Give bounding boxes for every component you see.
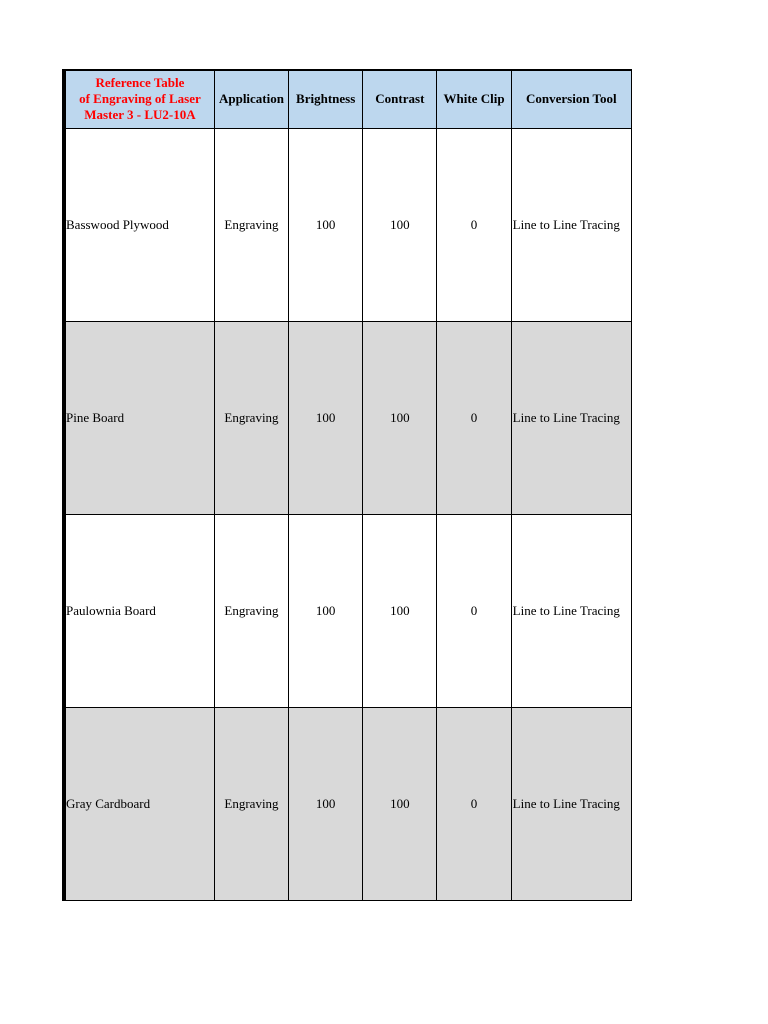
column-header-contrast: Contrast bbox=[363, 70, 437, 128]
table-row bbox=[64, 514, 632, 707]
brightness-cell: 100 bbox=[289, 321, 363, 514]
white-clip-cell: 0 bbox=[437, 321, 511, 514]
table-row bbox=[64, 321, 632, 514]
white-clip-cell: 0 bbox=[437, 514, 511, 707]
material-cell: Gray Cardboard bbox=[64, 707, 214, 900]
application-cell: Engraving bbox=[214, 707, 288, 900]
contrast-cell: 100 bbox=[363, 321, 437, 514]
table-row bbox=[64, 707, 632, 900]
table-title-cell bbox=[64, 70, 214, 128]
brightness-cell: 100 bbox=[289, 514, 363, 707]
material-cell: Pine Board bbox=[64, 321, 214, 514]
conversion-tool-cell: Line to Line Tracing bbox=[511, 321, 631, 514]
table-title-line-1: Reference Table bbox=[95, 75, 185, 91]
material-cell: Basswood Plywood bbox=[64, 128, 214, 321]
header-row bbox=[64, 70, 632, 128]
conversion-tool-cell: Line to Line Tracing bbox=[511, 514, 631, 707]
white-clip-cell: 0 bbox=[437, 707, 511, 900]
application-cell: Engraving bbox=[214, 321, 288, 514]
conversion-tool-cell: Line to Line Tracing bbox=[511, 707, 631, 900]
contrast-cell: 100 bbox=[363, 128, 437, 321]
column-header-application: Application bbox=[214, 70, 288, 128]
engraving-reference-table bbox=[62, 69, 632, 901]
application-cell: Engraving bbox=[214, 128, 288, 321]
contrast-cell: 100 bbox=[363, 514, 437, 707]
table-row bbox=[64, 128, 632, 321]
column-header-conversion-tool: Conversion Tool bbox=[511, 70, 631, 128]
application-cell: Engraving bbox=[214, 514, 288, 707]
white-clip-cell: 0 bbox=[437, 128, 511, 321]
conversion-tool-cell: Line to Line Tracing bbox=[511, 128, 631, 321]
brightness-cell: 100 bbox=[289, 128, 363, 321]
table-title-line-3: Master 3 - LU2-10A bbox=[84, 107, 196, 123]
material-cell: Paulownia Board bbox=[64, 514, 214, 707]
table-title-line-2: of Engraving of Laser bbox=[79, 91, 201, 107]
column-header-brightness: Brightness bbox=[289, 70, 363, 128]
contrast-cell: 100 bbox=[363, 707, 437, 900]
column-header-white-clip: White Clip bbox=[437, 70, 511, 128]
brightness-cell: 100 bbox=[289, 707, 363, 900]
